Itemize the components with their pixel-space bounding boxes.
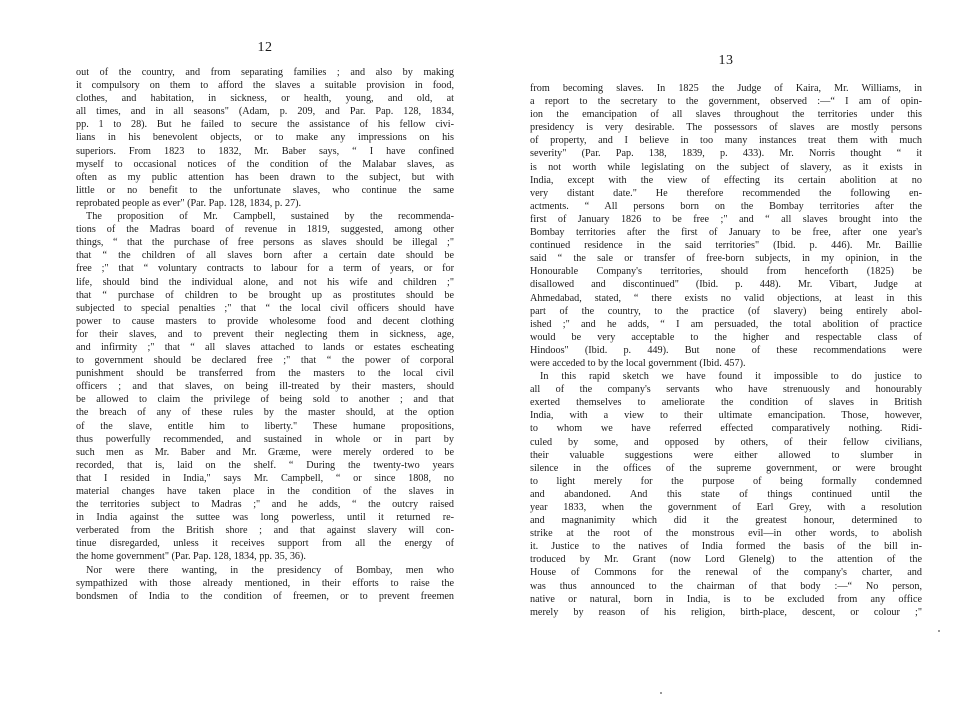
text-line: things, “ that the purchase of free persons as slaves should be illegal ;"	[76, 237, 454, 249]
text-line: Honourable Company's territories, should from henceforth (1825) be	[530, 266, 922, 278]
text-line: such men as Mr. Baber and Mr. Græme, were merely ordered to be	[76, 446, 454, 458]
text-line: culed by some, and opposed by others, of their fellow civilians,	[530, 436, 922, 448]
text-line: India, except with the view of effecting its certain abolition at no	[530, 174, 922, 186]
text-line: it compulsory on them to afford the slaves a suitable provision in food,	[76, 80, 454, 92]
text-line: of the slave, entitle him to liberty." These humane propositions,	[76, 420, 454, 432]
text-line: ion the emancipation of all slaves throughout the territories under this	[530, 109, 922, 121]
text-line: bondsmen of India to the condition of freemen, or to prevent freemen	[76, 590, 454, 602]
text-line: year 1833, when the government of Earl Grey, with a resolution	[530, 502, 922, 513]
text-line: Hindoos" (Ibid. p. 449). But none of these recommendations were	[530, 344, 922, 356]
text-line: Bombay territories after the first of January to be free, after one year's	[530, 227, 922, 239]
text-line: exerted themselves to ameliorate the condition of slaves in British	[530, 397, 922, 409]
text-line: severity" (Par. Pap. 138, 1839, p. 433). Mr. Norris thought “ it	[530, 148, 922, 160]
text-line: be allowed to claim the privilege of being sold to another ; and that	[76, 394, 454, 406]
text-line: thus powerfully recommended, and sustained in whole or in part by	[76, 433, 454, 445]
text-line: officers ; and that slaves, on being ill-treated by their masters, should	[76, 381, 454, 393]
text-line: it. Justice to the natives of India formed the basis of the bill in-	[530, 541, 922, 553]
text-line: all of the company's servants who have strenuously and honourably	[530, 384, 922, 396]
text-line: and abandoned. And this state of things continued until the	[530, 488, 922, 500]
text-line: and infirmity ;" that “ all slaves attached to lands or estates escheating	[76, 341, 454, 353]
text-line: free ;" that “ voluntary contracts to labour for a term of years, or for	[76, 263, 454, 275]
page-body-text	[530, 82, 922, 619]
text-line: punishment should be transferred from the masters to the local civil	[76, 368, 454, 380]
text-line: myself to occasional notices of the condition of the Malabar slaves, as	[76, 158, 454, 170]
text-line: that “ purchase of children to be brought up as prostitutes should be	[76, 289, 454, 301]
text-line: from becoming slaves. In 1825 the Judge of Kaira, Mr. Williams, in	[530, 83, 922, 94]
text-line: a report to the secretary to the government, observed :—“ I am of opin-	[530, 96, 922, 108]
text-line: first of January 1826 to be free ;" and “ all slaves brought into the	[530, 213, 922, 225]
text-line: continued residence in the said territories" (Ibid. p. 446). Mr. Baillie	[530, 240, 922, 252]
text-line: actments. “ All persons born on the Bombay territories after the	[530, 200, 922, 212]
text-line: reprobated people as ever" (Par. Pap. 128, 1834, p. 27).	[76, 197, 302, 209]
page-number: 12	[257, 40, 273, 55]
text-line: tinue disregarded, unless it receives support from all the energy of	[76, 538, 454, 550]
text-line: of property, and I believe in too many instances treat them with much	[530, 135, 922, 147]
text-line: out of the country, and from separating families ; and also by making	[76, 67, 454, 78]
text-line: little or no benefit to the unfortunate slaves, who continue the same	[76, 184, 454, 196]
text-line: in India against the suttee was long powerless, until it returned re-	[76, 512, 454, 524]
text-line: all times, and in all seasons" (Adam, p. 209, and Par. Pap. 128, 1834,	[76, 106, 454, 118]
text-line: for their slaves, and to prevent their neglecting them in sickness, age,	[76, 328, 454, 340]
text-line: troduced by Mr. Grant (now Lord Glenelg) to the attention of the	[530, 554, 922, 566]
scan-speck	[938, 630, 940, 632]
text-line: to whom we have referred effected comparatively nothing. Ridi-	[530, 423, 922, 435]
text-line: and magnanimity which did it the greatest honour, determined to	[530, 515, 922, 527]
text-line: superiors. From 1823 to 1832, Mr. Baber says, “ I have confined	[76, 145, 454, 157]
text-line: merely by reason of his religion, birth-place, descent, or colour ;"	[530, 606, 922, 618]
text-line: tions of the Madras board of revenue in 1819, suggested, among other	[76, 224, 454, 236]
text-line: part of the country, to the practice (of slavery) being entirely abol-	[530, 305, 922, 317]
text-line: Nor were there wanting, in the presidency of Bombay, men who	[86, 564, 454, 576]
text-line: silence in the offices of the supreme government, or were brought	[530, 462, 922, 474]
text-line: disallowed and discontinued" (Ibid. p. 448). Mr. Vibart, Judge at	[530, 279, 922, 291]
text-line: native or natural, born in India, is to be excluded from any office	[530, 593, 922, 605]
text-line: India, with a view to their ultimate emancipation. Those, however,	[530, 410, 922, 422]
right-page	[530, 0, 922, 723]
text-line: was thus announced to the chairman of that body :—“ No person,	[530, 580, 922, 592]
text-line: the territories subject to Madras ;" and he adds, “ the outcry raised	[76, 499, 454, 511]
text-line: recorded, that is, laid on the shelf. “ During the twenty-two years	[76, 459, 454, 471]
text-line: that I resided in India," says Mr. Campbell, “ or since 1808, no	[76, 472, 454, 484]
text-line: their valuable suggestions were either allowed to slumber in	[530, 449, 922, 461]
text-line: Ahmedabad, stated, “ there exists no valid objections, at least in this	[530, 292, 922, 304]
text-line: is not worth while legislating on the subject of slavery, as it exists in	[530, 161, 922, 173]
text-line: said “ the sale or transfer of free-born subjects, in my opinion, in the	[530, 253, 922, 265]
text-line: material changes have taken place in the condition of the slaves in	[76, 486, 454, 497]
text-line: ished ;" and he adds, “ I am persuaded, the total abolition of practice	[530, 318, 922, 330]
text-line: sympathized with those already mentioned, in their efforts to raise the	[76, 577, 454, 589]
text-line: power to cause masters to provide wholesome food and decent clothing	[76, 315, 454, 327]
text-line: pp. 1 to 28). But he failed to secure the assistance of his fellow civi-	[76, 119, 454, 131]
text-line: clothes, and habitation, in sickness, or health, young, and old, at	[76, 93, 454, 105]
text-line: would be very acceptable to the higher and respectable class of	[530, 331, 922, 343]
text-line: In this rapid sketch we have found it impossible to do justice to	[540, 371, 922, 383]
page-number: 13	[718, 53, 734, 68]
text-line: life, should bind the individual alone, and not his wife and children ;"	[76, 276, 454, 288]
scan-speck	[660, 692, 662, 694]
text-line: presidency is very desirable. The possessors of slaves are mostly persons	[530, 122, 922, 134]
left-page	[76, 0, 454, 723]
text-line: were acceded to by the local government (Ibid. 457).	[530, 357, 746, 369]
text-line: to light merely for the purpose of being formally condemned	[530, 475, 922, 487]
text-line: lians in his benevolent objects, or to make any impressions on his	[76, 132, 454, 144]
text-line: the home government" (Par. Pap. 128, 1834, pp. 35, 36).	[76, 551, 306, 563]
page-body-text	[76, 66, 454, 603]
text-line: The proposition of Mr. Campbell, sustained by the recommenda-	[86, 211, 454, 223]
text-line: House of Commons for the renewal of the company's charter, and	[530, 567, 922, 579]
text-line: the breach of any of these rules by the master should, at the option	[76, 407, 454, 419]
text-line: verberated from the British shore ; and that against slavery will con-	[76, 525, 454, 537]
text-line: often as my public attention has been drawn to the subject, but with	[76, 171, 454, 183]
text-line: very distant date." He therefore recommended the following en-	[530, 187, 922, 199]
text-line: to government should be declared free ;" that “ the power of corporal	[76, 355, 454, 367]
text-line: strike at the root of the monstrous evil—in other words, to abolish	[530, 528, 922, 540]
text-line: subjected to special penalties ;" that “ the local civil officers should have	[76, 302, 454, 314]
text-line: that “ the children of all slaves born after a certain date should be	[76, 250, 454, 262]
